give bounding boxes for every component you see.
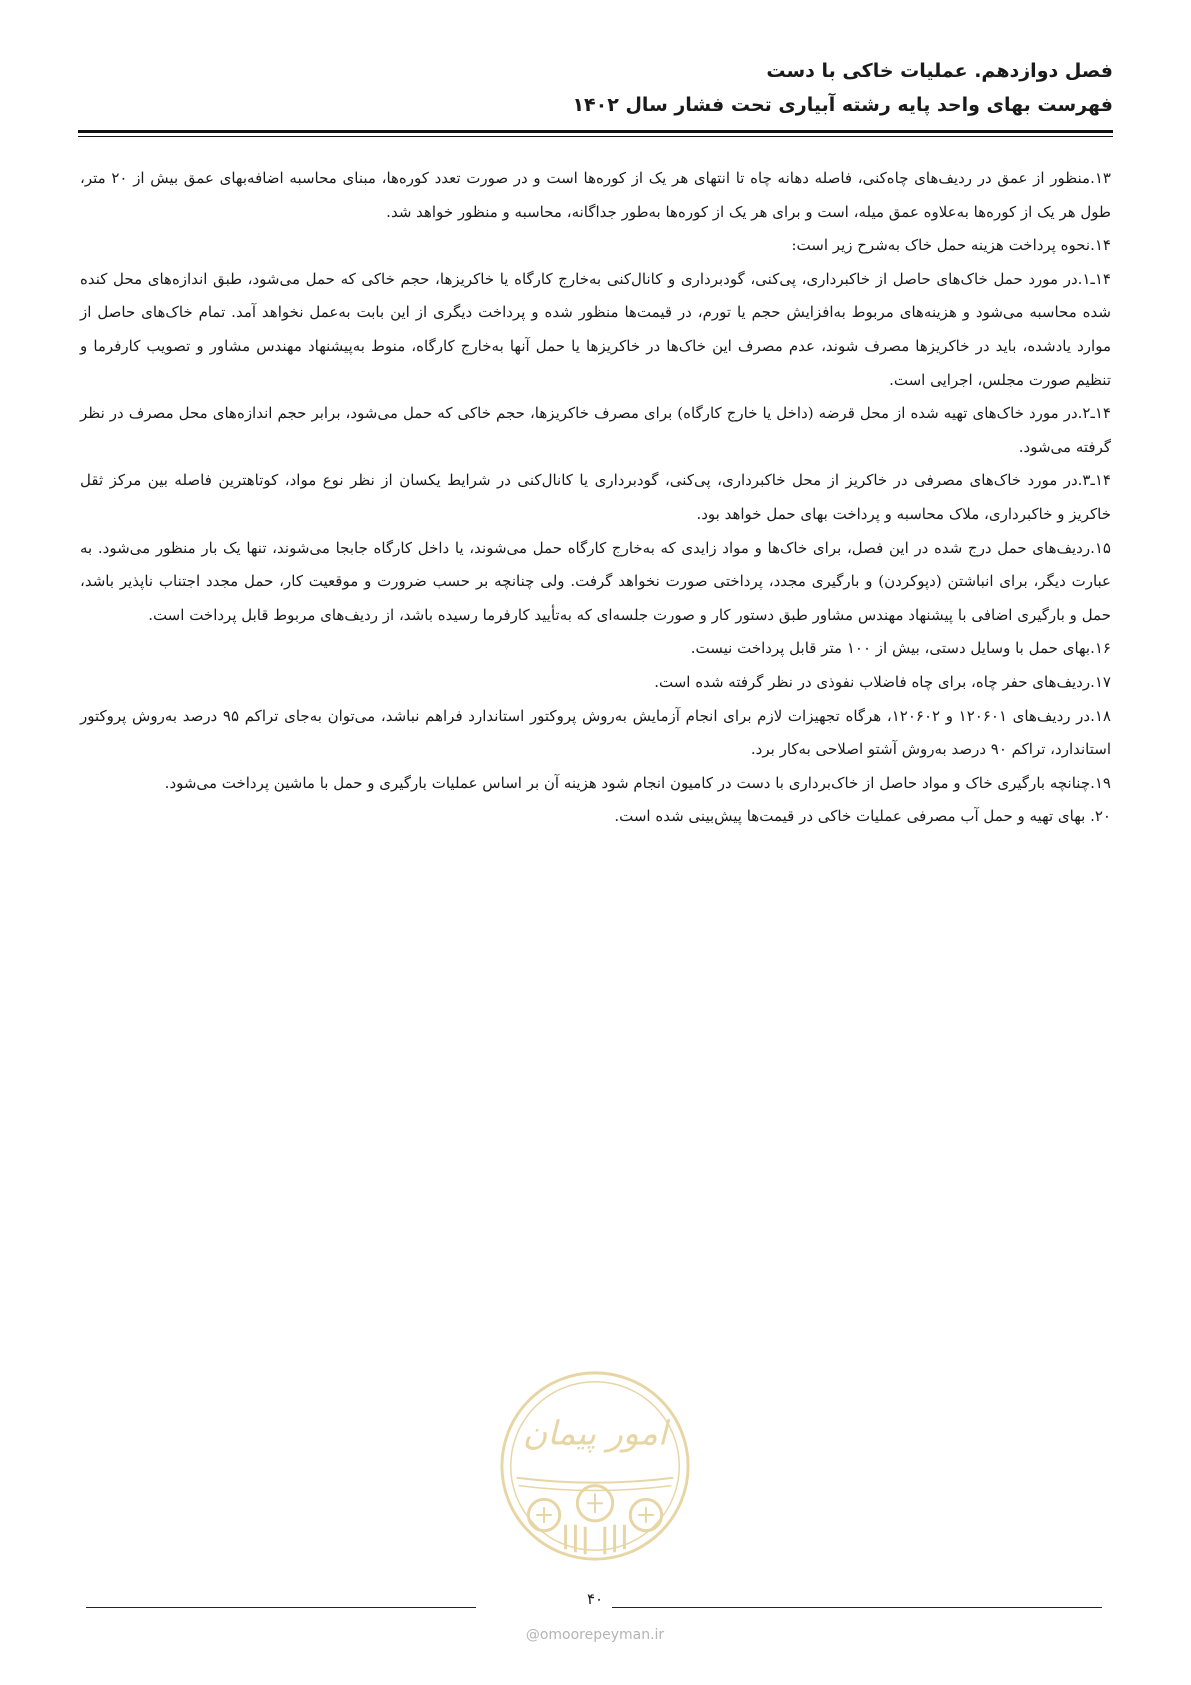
paragraph-15: ۱۵.ردیف‌های حمل درج شده در این فصل، برای خاک‌ها و مواد زایدی که به‌خارج کارگاه حمل می‌شوند، یا داخل کارگاه جابجا می‌شوند، تنها یک بار منظور می‌شود. به عبارت دیگر، برای انباشتن (دپوکردن) و بارگیری مجدد، پرداختی صورت نخواهد گرفت. ولی چنانچه بر حسب ضرورت و موقعیت کار، حمل مجدد اجتناب ناپذیر باشد، حمل و بارگیری اضافی با پیشنهاد مهندس مشاور طبق دستور کار و صورت جلسه‌ای که به‌تأیید کارفرما رسیده باشد، از ردیف‌های مربوط قابل پرداخت است.	[80, 538, 1111, 624]
paragraph-13: ۱۳.منظور از عمق در ردیف‌های چاه‌کنی، فاصله دهانه چاه تا انتهای هر یک از کوره‌ها است و در صورت تعدد کوره‌ها، مبنای محاسبه اضافه‌بهای عمق بیش از ۲۰ متر، طول هر یک از کوره‌ها به‌علاوه عمق میله، است و برای هر یک از کوره‌ها به‌طور جداگانه، محاسبه و منظور خواهد شد.	[80, 169, 1111, 221]
chapter-title: فصل دوازدهم. عملیات خاکی با دست	[766, 60, 1113, 82]
paragraph-20: ۲۰. بهای تهیه و حمل آب مصرفی عملیات خاکی در قیمت‌ها پیش‌بینی شده است.	[614, 807, 1111, 826]
book-title: فهرست بهای واحد پایه رشته آبیاری تحت فشار سال ۱۴۰۲	[572, 94, 1113, 116]
page-header	[78, 54, 1113, 122]
paragraph-18: ۱۸.در ردیف‌های ۱۲۰۶۰۱ و ۱۲۰۶۰۲، هرگاه تجهیزات لازم برای انجام آزمایش به‌روش پروکتور استاندارد فراهم نباشد، می‌توان به‌جای تراکم ۹۵ درصد به‌روش پروکتور استاندارد، تراکم ۹۰ درصد به‌روش آشتو اصلاحی به‌کار برد.	[80, 706, 1111, 759]
footer-rule-left	[86, 1607, 476, 1608]
paragraph-14-1: ۱۴ـ۱.در مورد حمل خاک‌های حاصل از خاکبرداری، پی‌کنی، گودبرداری و کانال‌کنی به‌خارج کارگاه یا خاکریزها، حجم خاکی که حمل می‌شود، طبق اندازه‌های محل کنده شده محاسبه می‌شود و هزینه‌های مربوط به‌افزایش حجم یا تورم، در قیمت‌ها منظور شده و پرداخت دیگری از این بابت به‌عمل نخواهد آمد. تمام خاک‌های حاصل از موارد یادشده، باید در خاکریزها مصرف شوند، عدم مصرف این خاک‌ها در خاکریزها یا حمل آنها به‌خارج کارگاه، منوط به‌پیشنهاد مهندس مشاور و تصویب کارفرما و تنظیم صورت مجلس، اجرایی است.	[80, 269, 1111, 389]
seal-text: امور پیمان	[522, 1413, 668, 1453]
paragraph-14-3: ۱۴ـ۳.در مورد خاک‌های مصرفی در خاکریز از محل خاکبرداری، پی‌کنی، گودبرداری یا کانال‌کنی در شرایط یکسان از نظر نوع مواد، کوتاهترین فاصله بین مرکز ثقل خاکریز و خاکبرداری، ملاک محاسبه و پرداخت بهای حمل خواهد بود.	[80, 471, 1111, 523]
page-number: ۴۰	[586, 1590, 604, 1608]
paragraph-19: ۱۹.چنانچه بارگیری خاک و مواد حاصل از خاک‌برداری با دست در کامیون انجام شود هزینه آن بر اساس عملیات بارگیری و حمل با ماشین پرداخت می‌شود.	[164, 773, 1111, 792]
watermark-url: @omoorepeyman.ir	[525, 1627, 665, 1643]
paragraph-17: ۱۷.ردیف‌های حفر چاه، برای چاه فاضلاب نفوذی در نظر گرفته شده است.	[654, 672, 1111, 691]
header-rule-thick	[78, 130, 1113, 133]
paragraph-14-2: ۱۴ـ۲.در مورد خاک‌های تهیه شده از محل قرضه (داخل یا خارج کارگاه) برای مصرف خاکریزها، حجم خاکی که حمل می‌شود، برابر حجم اندازه‌های محل مصرف در نظر گرفته می‌شود.	[80, 404, 1111, 456]
paragraph-16: ۱۶.بهای حمل با وسایل دستی، بیش از ۱۰۰ متر قابل پرداخت نیست.	[690, 639, 1111, 658]
body-text	[80, 162, 1111, 834]
watermark-seal-icon	[497, 1368, 693, 1564]
paragraph-14: ۱۴.نحوه پرداخت هزینه حمل خاک به‌شرح زیر است:	[791, 236, 1111, 255]
footer-rule-right	[612, 1607, 1102, 1608]
header-rule-thin	[78, 136, 1113, 137]
